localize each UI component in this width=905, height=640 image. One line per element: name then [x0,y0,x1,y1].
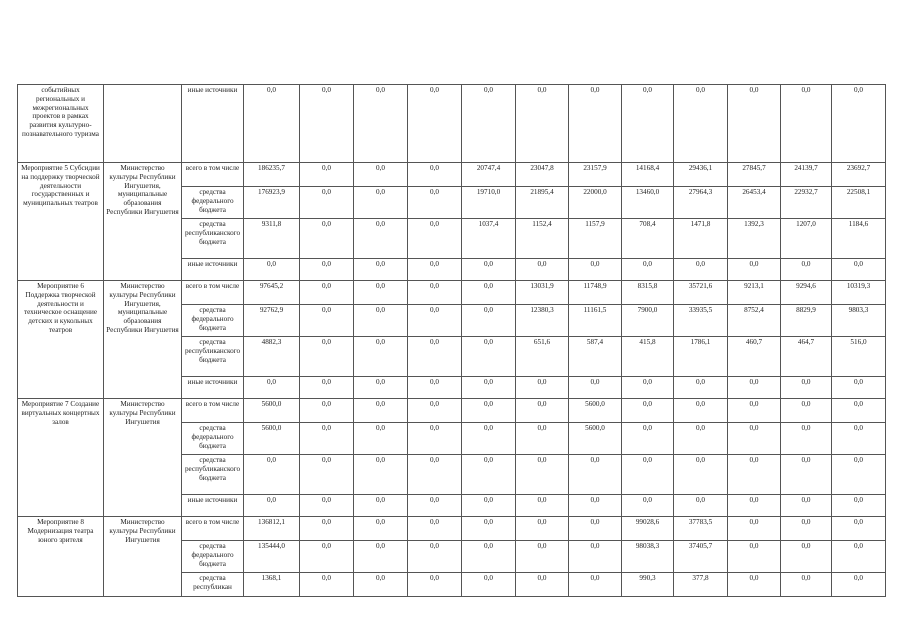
amount-cell: 26453,4 [728,187,781,219]
amount-cell: 0,0 [728,377,781,399]
amount-cell: 0,0 [408,455,462,495]
amount-cell: 990,3 [622,573,674,597]
amount-cell: 10319,3 [832,281,886,305]
amount-cell: 0,0 [354,281,408,305]
amount-cell: 5600,0 [569,423,622,455]
funding-source-cell: всего в том числе [182,163,244,187]
amount-cell: 0,0 [300,337,354,377]
funding-source-cell: иные источники [182,377,244,399]
amount-cell: 24139,7 [781,163,832,187]
amount-cell: 0,0 [728,259,781,281]
funding-source-cell: всего в том числе [182,517,244,541]
amount-cell: 0,0 [781,455,832,495]
amount-cell: 0,0 [300,219,354,259]
amount-cell: 1157,9 [569,219,622,259]
amount-cell: 0,0 [728,85,781,163]
amount-cell: 9294,6 [781,281,832,305]
amount-cell: 0,0 [462,455,516,495]
funding-source-cell: средства федерального бюджета [182,423,244,455]
responsible-org-cell: Министерство культуры Республики Ингушетия, муниципальные образования Республики Ингушетия [104,281,182,399]
amount-cell: 0,0 [408,541,462,573]
amount-cell: 9803,3 [832,305,886,337]
amount-cell: 0,0 [354,455,408,495]
amount-cell: 0,0 [408,85,462,163]
amount-cell: 0,0 [244,495,300,517]
funding-source-cell: иные источники [182,259,244,281]
amount-cell: 0,0 [781,259,832,281]
amount-cell: 0,0 [728,495,781,517]
amount-cell: 99028,6 [622,517,674,541]
amount-cell: 27845,7 [728,163,781,187]
funding-source-cell: средства федерального бюджета [182,305,244,337]
amount-cell: 0,0 [569,85,622,163]
amount-cell: 0,0 [462,573,516,597]
table-row [18,163,886,187]
budget-table [17,84,886,597]
amount-cell: 5600,0 [244,399,300,423]
table-row [18,517,886,541]
amount-cell: 0,0 [781,423,832,455]
amount-cell: 0,0 [408,495,462,517]
amount-cell: 0,0 [728,517,781,541]
amount-cell: 19710,0 [462,187,516,219]
funding-source-cell: всего в том числе [182,281,244,305]
amount-cell: 0,0 [300,573,354,597]
amount-cell: 9311,8 [244,219,300,259]
amount-cell: 0,0 [354,163,408,187]
amount-cell: 0,0 [516,517,569,541]
amount-cell: 0,0 [516,573,569,597]
amount-cell: 0,0 [516,399,569,423]
amount-cell: 0,0 [832,495,886,517]
amount-cell: 98038,3 [622,541,674,573]
amount-cell: 516,0 [832,337,886,377]
amount-cell: 464,7 [781,337,832,377]
amount-cell: 0,0 [462,305,516,337]
amount-cell: 5600,0 [244,423,300,455]
table-row [18,399,886,423]
amount-cell: 0,0 [516,423,569,455]
amount-cell: 33935,5 [674,305,728,337]
amount-cell: 0,0 [354,573,408,597]
amount-cell: 0,0 [832,85,886,163]
amount-cell: 97645,2 [244,281,300,305]
amount-cell: 1392,3 [728,219,781,259]
amount-cell: 0,0 [674,423,728,455]
amount-cell: 0,0 [516,85,569,163]
amount-cell: 377,8 [674,573,728,597]
amount-cell: 1786,1 [674,337,728,377]
amount-cell: 186235,7 [244,163,300,187]
amount-cell: 9213,1 [728,281,781,305]
table-row [18,85,886,163]
amount-cell: 0,0 [354,85,408,163]
amount-cell: 136812,1 [244,517,300,541]
amount-cell: 11748,9 [569,281,622,305]
amount-cell: 0,0 [354,259,408,281]
budget-table-body [18,85,886,597]
amount-cell: 0,0 [569,377,622,399]
amount-cell: 0,0 [728,423,781,455]
amount-cell: 0,0 [781,573,832,597]
funding-source-cell: иные источники [182,85,244,163]
amount-cell: 0,0 [832,517,886,541]
amount-cell: 1368,1 [244,573,300,597]
amount-cell: 5600,0 [569,399,622,423]
amount-cell: 4882,3 [244,337,300,377]
amount-cell: 0,0 [462,399,516,423]
amount-cell: 0,0 [354,377,408,399]
amount-cell: 0,0 [674,85,728,163]
amount-cell: 0,0 [832,399,886,423]
funding-source-cell: средства республиканского бюджета [182,455,244,495]
amount-cell: 0,0 [300,495,354,517]
amount-cell: 11161,5 [569,305,622,337]
amount-cell: 0,0 [462,337,516,377]
amount-cell: 37405,7 [674,541,728,573]
amount-cell: 37783,5 [674,517,728,541]
amount-cell: 0,0 [516,259,569,281]
amount-cell: 0,0 [354,187,408,219]
amount-cell: 0,0 [516,495,569,517]
event-name-cell: Мероприятие 6 Поддержка творческой деятельности и техническое оснащение детских и кукольных театров [18,281,104,399]
amount-cell: 460,7 [728,337,781,377]
amount-cell: 8829,9 [781,305,832,337]
amount-cell: 0,0 [622,423,674,455]
amount-cell: 587,4 [569,337,622,377]
amount-cell: 0,0 [462,423,516,455]
amount-cell: 8315,8 [622,281,674,305]
amount-cell: 0,0 [674,377,728,399]
amount-cell: 0,0 [462,85,516,163]
amount-cell: 0,0 [462,281,516,305]
amount-cell: 0,0 [569,455,622,495]
responsible-org-cell [104,85,182,163]
amount-cell: 0,0 [674,259,728,281]
funding-source-cell: средства республикан [182,573,244,597]
amount-cell: 0,0 [408,305,462,337]
amount-cell: 0,0 [832,377,886,399]
amount-cell: 23692,7 [832,163,886,187]
amount-cell: 0,0 [408,187,462,219]
amount-cell: 0,0 [408,219,462,259]
amount-cell: 0,0 [781,517,832,541]
amount-cell: 14168,4 [622,163,674,187]
amount-cell: 0,0 [832,455,886,495]
amount-cell: 0,0 [408,423,462,455]
amount-cell: 0,0 [674,399,728,423]
amount-cell: 176923,9 [244,187,300,219]
amount-cell: 0,0 [516,377,569,399]
amount-cell: 1471,8 [674,219,728,259]
amount-cell: 7900,0 [622,305,674,337]
amount-cell: 0,0 [832,259,886,281]
amount-cell: 23157,9 [569,163,622,187]
amount-cell: 0,0 [832,573,886,597]
amount-cell: 35721,6 [674,281,728,305]
amount-cell: 0,0 [408,377,462,399]
amount-cell: 0,0 [300,85,354,163]
amount-cell: 0,0 [300,305,354,337]
amount-cell: 0,0 [244,455,300,495]
funding-source-cell: всего в том числе [182,399,244,423]
amount-cell: 0,0 [622,399,674,423]
amount-cell: 21895,4 [516,187,569,219]
table-row [18,281,886,305]
amount-cell: 0,0 [354,495,408,517]
amount-cell: 0,0 [354,337,408,377]
amount-cell: 0,0 [244,85,300,163]
responsible-org-cell: Министерство культуры Республики Ингушетия [104,517,182,597]
amount-cell: 0,0 [408,163,462,187]
amount-cell: 0,0 [354,541,408,573]
amount-cell: 0,0 [300,163,354,187]
amount-cell: 12380,3 [516,305,569,337]
amount-cell: 0,0 [622,455,674,495]
amount-cell: 22508,1 [832,187,886,219]
amount-cell: 0,0 [354,399,408,423]
event-name-cell: событийных региональных и межрегиональных проектов в рамках развития культурно-познавательного туризма [18,85,104,163]
amount-cell: 1207,0 [781,219,832,259]
amount-cell: 0,0 [408,517,462,541]
amount-cell: 8752,4 [728,305,781,337]
funding-source-cell: средства федерального бюджета [182,187,244,219]
amount-cell: 0,0 [832,423,886,455]
amount-cell: 20747,4 [462,163,516,187]
amount-cell: 0,0 [300,541,354,573]
amount-cell: 0,0 [781,85,832,163]
amount-cell: 0,0 [354,517,408,541]
amount-cell: 0,0 [462,541,516,573]
amount-cell: 22932,7 [781,187,832,219]
event-name-cell: Мероприятие 7 Создание виртуальных концертных залов [18,399,104,517]
amount-cell: 0,0 [354,305,408,337]
funding-source-cell: средства республиканского бюджета [182,219,244,259]
funding-source-cell: иные источники [182,495,244,517]
amount-cell: 0,0 [462,517,516,541]
amount-cell: 0,0 [622,495,674,517]
amount-cell: 0,0 [569,259,622,281]
amount-cell: 22000,0 [569,187,622,219]
funding-source-cell: средства федерального бюджета [182,541,244,573]
amount-cell: 135444,0 [244,541,300,573]
amount-cell: 0,0 [781,495,832,517]
amount-cell: 0,0 [569,541,622,573]
amount-cell: 0,0 [354,423,408,455]
amount-cell: 0,0 [781,541,832,573]
amount-cell: 0,0 [300,259,354,281]
responsible-org-cell: Министерство культуры Республики Ингушетия [104,399,182,517]
amount-cell: 0,0 [569,573,622,597]
amount-cell: 0,0 [781,399,832,423]
event-name-cell: Мероприятие 5 Субсидии на поддержку творческой деятельности государственных и муниципальных театров [18,163,104,281]
amount-cell: 0,0 [622,377,674,399]
amount-cell: 0,0 [244,377,300,399]
amount-cell: 0,0 [622,259,674,281]
amount-cell: 0,0 [516,541,569,573]
amount-cell: 13460,0 [622,187,674,219]
responsible-org-cell: Министерство культуры Республики Ингушетия, муниципальные образования Республики Ингушетия [104,163,182,281]
amount-cell: 0,0 [408,573,462,597]
amount-cell: 0,0 [569,495,622,517]
amount-cell: 0,0 [462,495,516,517]
amount-cell: 0,0 [300,517,354,541]
event-name-cell: Мероприятие 8 Модернизация театра юного зрителя [18,517,104,597]
amount-cell: 0,0 [408,399,462,423]
funding-source-cell: средства республиканского бюджета [182,337,244,377]
amount-cell: 23047,8 [516,163,569,187]
amount-cell: 1152,4 [516,219,569,259]
amount-cell: 0,0 [781,377,832,399]
amount-cell: 92762,9 [244,305,300,337]
budget-table-wrapper [17,84,886,597]
amount-cell: 0,0 [728,541,781,573]
amount-cell: 708,4 [622,219,674,259]
amount-cell: 0,0 [300,377,354,399]
amount-cell: 0,0 [674,455,728,495]
amount-cell: 0,0 [244,259,300,281]
amount-cell: 0,0 [300,187,354,219]
amount-cell: 1037,4 [462,219,516,259]
amount-cell: 0,0 [408,259,462,281]
amount-cell: 0,0 [462,377,516,399]
amount-cell: 0,0 [300,281,354,305]
amount-cell: 0,0 [516,455,569,495]
amount-cell: 0,0 [408,337,462,377]
amount-cell: 651,6 [516,337,569,377]
amount-cell: 0,0 [462,259,516,281]
amount-cell: 0,0 [674,495,728,517]
amount-cell: 29436,1 [674,163,728,187]
amount-cell: 0,0 [622,85,674,163]
amount-cell: 0,0 [728,573,781,597]
amount-cell: 0,0 [728,399,781,423]
amount-cell: 0,0 [300,423,354,455]
amount-cell: 0,0 [408,281,462,305]
amount-cell: 27964,3 [674,187,728,219]
amount-cell: 415,8 [622,337,674,377]
amount-cell: 0,0 [832,541,886,573]
amount-cell: 0,0 [300,399,354,423]
amount-cell: 0,0 [569,517,622,541]
amount-cell: 1184,6 [832,219,886,259]
amount-cell: 0,0 [300,455,354,495]
amount-cell: 0,0 [728,455,781,495]
amount-cell: 0,0 [354,219,408,259]
amount-cell: 13031,9 [516,281,569,305]
